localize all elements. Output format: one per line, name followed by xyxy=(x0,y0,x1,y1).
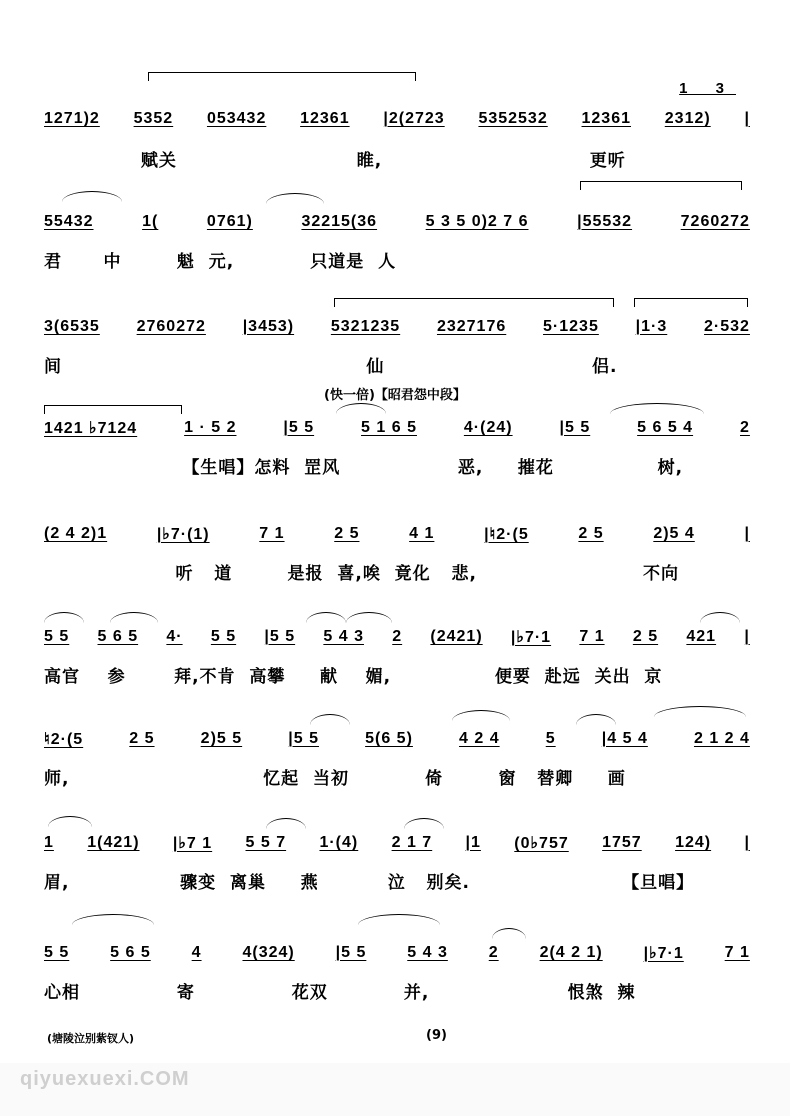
note-group: 4·(24) xyxy=(463,419,513,436)
lyrics-line-4: 【生唱】怎料 罡风 恶, 摧花 树, xyxy=(44,458,684,478)
notes-line-3 xyxy=(44,312,750,342)
notes-line-6 xyxy=(44,622,750,652)
note-group: 4 1 xyxy=(409,525,435,542)
note-group: 5 xyxy=(545,730,556,747)
notes-line-1 xyxy=(44,104,750,134)
lyrics-line-6: 高官 参 拜,不肯 高攀 献 媚, 便要 赴远 关出 京 xyxy=(44,667,663,687)
note-group: 3(6535 xyxy=(44,318,100,335)
lyrics-line-7: 师, 忆起 当初 倚 窗 替卿 画 xyxy=(44,769,626,789)
slur xyxy=(266,193,324,204)
note-group: |5 5 xyxy=(288,730,319,747)
note-group: 2(4 2 1) xyxy=(539,944,603,961)
note-group: 1(421) xyxy=(87,834,140,851)
note-group: |♭7·(1) xyxy=(156,526,210,543)
note-group: 5 6 5 4 xyxy=(637,419,694,436)
note-group: 2)5 5 xyxy=(200,730,243,747)
note-group: (0♭757 xyxy=(514,835,569,852)
notes-line-7 xyxy=(44,724,750,754)
section-header: (快一倍)【昭君怨中段】 xyxy=(324,388,466,403)
phrase-bracket xyxy=(334,298,614,307)
lyrics-line-1: 赋关 睢, 更听 xyxy=(44,151,626,171)
top-right-note-marks: 1 3 xyxy=(679,80,736,97)
note-group: | xyxy=(744,525,750,542)
note-group: 7260272 xyxy=(680,213,750,230)
note-group: 2327176 xyxy=(436,318,507,335)
note-group: 2 xyxy=(740,419,750,436)
phrase-bracket xyxy=(634,298,748,307)
note-group: |♭7 1 xyxy=(172,835,213,852)
note-group: 1( xyxy=(142,213,159,230)
slur xyxy=(62,191,122,202)
note-group: 5·1235 xyxy=(543,318,599,335)
slur xyxy=(654,706,746,717)
notes-line-9 xyxy=(44,938,750,968)
note-group: 7 1 xyxy=(724,944,750,961)
note-group: 421 xyxy=(686,628,717,645)
note-group: 2312) xyxy=(664,110,711,127)
notes-line-4 xyxy=(44,413,750,443)
note-group: 5352 xyxy=(133,110,174,127)
note-group: 124) xyxy=(675,834,712,851)
site-watermark: qiyuexuexi.COM xyxy=(20,1068,190,1090)
note-group: 2 xyxy=(392,628,403,645)
note-group: |4 5 4 xyxy=(601,730,648,747)
note-group: |♮2·(5 xyxy=(484,526,529,543)
lyrics-line-8: 眉, 骤变 离巢 燕 泣 别矣. 【旦唱】 xyxy=(44,873,695,893)
note-group: | xyxy=(744,834,750,851)
note-group: 4(324) xyxy=(242,944,295,961)
note-group: |♭7·1 xyxy=(510,629,552,646)
note-group: | xyxy=(744,628,750,645)
note-group: 55432 xyxy=(44,213,94,230)
note-group: 053432 xyxy=(206,110,267,127)
note-group: ♮2·(5 xyxy=(44,731,84,748)
note-group: |55532 xyxy=(577,213,633,230)
note-group: 32215(36 xyxy=(301,213,378,230)
note-group: 5 6 5 xyxy=(97,628,139,645)
note-group: 5 4 3 xyxy=(407,944,448,961)
note-group: 2 1 7 xyxy=(391,834,433,851)
note-group: 5 3 5 0)2 7 6 xyxy=(425,213,529,230)
note-group: 1·(4) xyxy=(319,834,359,851)
note-group: 2 5 xyxy=(129,730,155,747)
note-group: 1271)2 xyxy=(44,110,100,127)
note-group: 2 xyxy=(488,944,499,961)
note-group: 7 1 xyxy=(579,628,605,645)
note-group: 4 2 4 xyxy=(459,730,500,747)
note-group: 5 6 5 xyxy=(110,944,151,961)
slur xyxy=(72,914,154,925)
note-group: |5 5 xyxy=(264,628,296,645)
notes-line-2 xyxy=(44,207,750,237)
slur xyxy=(452,710,510,721)
note-group: 12361 xyxy=(581,110,631,127)
note-group: 5321235 xyxy=(330,318,401,335)
note-group: |3453) xyxy=(242,318,295,335)
note-group: |5 5 xyxy=(283,419,315,436)
note-group: 1421 ♭7124 xyxy=(44,420,138,437)
note-group: 2 5 xyxy=(578,525,604,542)
notes-line-5 xyxy=(44,519,750,549)
note-group: 2760272 xyxy=(136,318,206,335)
page-number: (9) xyxy=(426,1028,447,1043)
note-group: 0761) xyxy=(206,213,253,230)
note-group: |2(2723 xyxy=(383,110,445,127)
note-group: |5 5 xyxy=(335,944,367,961)
note-group: 5 5 xyxy=(44,944,70,961)
note-group: 2 5 xyxy=(334,525,360,542)
note-group: (2421) xyxy=(430,628,483,645)
lyrics-line-3: 间 仙 侣. xyxy=(44,357,618,377)
note-group: | xyxy=(744,110,750,127)
note-group: 2 1 2 4 xyxy=(693,730,750,747)
note-group: 4· xyxy=(166,628,183,645)
note-group: |1·3 xyxy=(635,318,668,335)
note-group: 2·532 xyxy=(704,318,750,335)
note-group: 5 5 7 xyxy=(245,834,287,851)
footer-title: (塘陵泣别紫钗人) xyxy=(47,1032,135,1045)
phrase-bracket xyxy=(148,72,416,81)
note-group: 1757 xyxy=(602,834,642,851)
note-group: 4 xyxy=(191,944,202,961)
slur xyxy=(48,816,92,827)
note-group: (2 4 2)1 xyxy=(44,525,108,542)
note-group: |5 5 xyxy=(559,419,591,436)
lyrics-line-5: 听 道 是报 喜,唉 竟化 悲, 不向 xyxy=(44,564,679,584)
slur xyxy=(358,914,440,925)
note-group: 2 5 xyxy=(632,628,659,645)
note-group: 12361 xyxy=(300,110,350,127)
note-group: 7 1 xyxy=(259,525,285,542)
lyrics-line-9: 心相 寄 花双 并, 恨煞 辣 xyxy=(44,983,636,1003)
note-group: 5 5 xyxy=(210,628,237,645)
note-group: 5352532 xyxy=(478,110,548,127)
phrase-bracket xyxy=(580,181,742,190)
note-group: |1 xyxy=(465,834,481,851)
lyrics-line-2: 君 中 魁 元, 只道是 人 xyxy=(44,252,397,272)
notes-line-8 xyxy=(44,828,750,858)
note-group: |♭7·1 xyxy=(643,945,684,962)
note-group: 2)5 4 xyxy=(653,525,695,542)
note-group: 5(6 5) xyxy=(365,730,413,747)
note-group: 5 4 3 xyxy=(323,628,364,645)
note-group: 5 1 6 5 xyxy=(361,419,417,436)
note-group: 1 · 5 2 xyxy=(184,419,237,436)
note-group: 1 xyxy=(44,834,54,851)
note-group: 5 5 xyxy=(44,628,70,645)
